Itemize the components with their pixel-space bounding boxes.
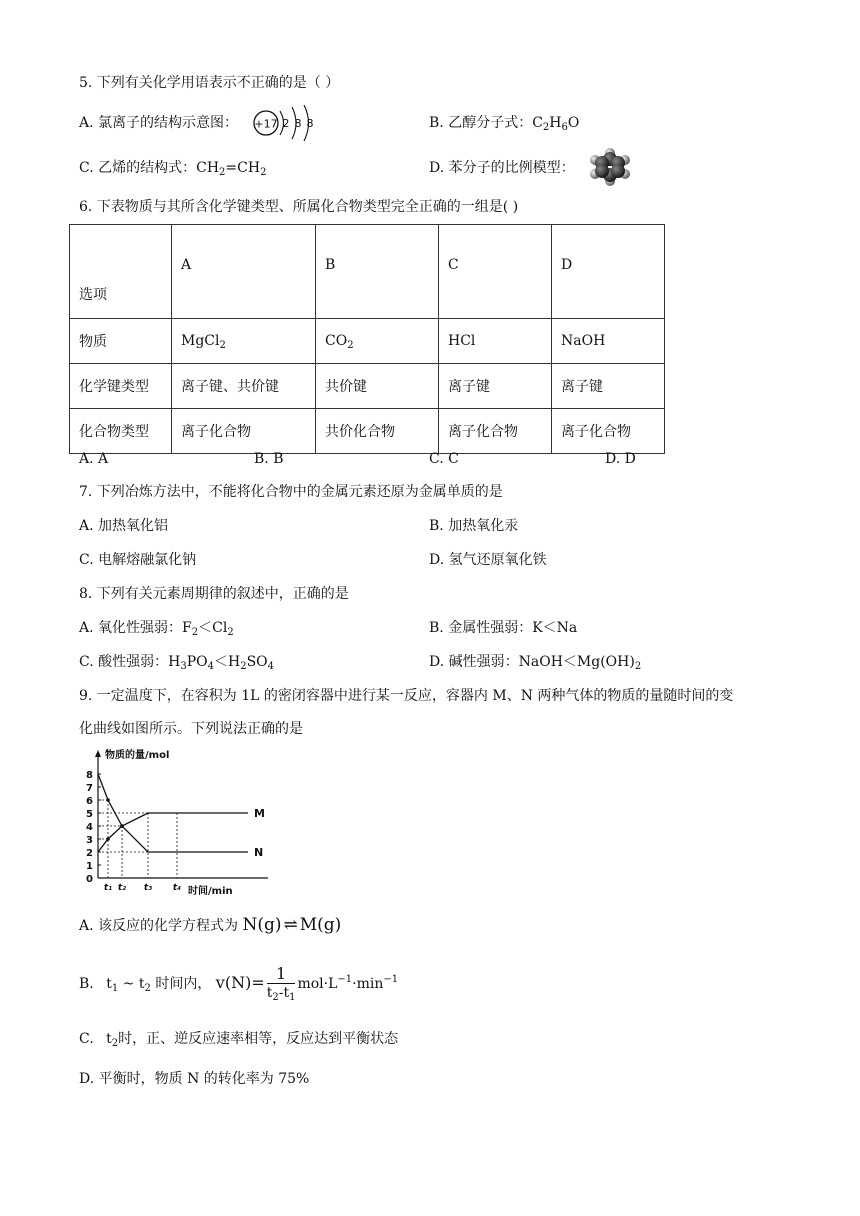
data-point: [106, 798, 110, 802]
q8-option-d: [429, 653, 641, 671]
y-tick-label: 2: [86, 848, 93, 859]
den-t2-sub: 2: [272, 992, 279, 1003]
y-axis-label: 物质的量/mol: [105, 750, 170, 761]
table-header-cell: [316, 225, 439, 319]
q8-option-a: [79, 619, 234, 637]
equilibrium-arrow-icon: ⇌: [283, 915, 298, 935]
table-cell: HCl: [439, 319, 552, 364]
header-a: A: [181, 257, 192, 273]
q6-option-d: D. D: [605, 451, 636, 467]
table-row: [70, 409, 665, 454]
q9-c-time: [106, 1031, 118, 1047]
q5-c-sub: 2: [260, 167, 267, 178]
amount-vs-time-chart: [78, 748, 278, 896]
table-cell: 化合物类型: [70, 409, 172, 454]
table-row: [70, 364, 665, 409]
table-header-cell: 选项: [70, 225, 172, 319]
y-tick-label: 1: [86, 861, 93, 872]
q8-c-text: C. 酸性强弱：H: [79, 654, 181, 670]
q5-b-text: B. 乙醇分子式：C: [429, 115, 543, 131]
q8-stem: 8. 下列有关元素周期律的叙述中，正确的是: [79, 586, 349, 602]
units: ·min: [352, 976, 384, 992]
q8-option-c: [79, 653, 274, 671]
q8-c-text: ＜H: [213, 654, 241, 670]
x-tick-label: t₁: [103, 883, 113, 893]
q8-d-sub: 2: [634, 661, 642, 672]
q6-option-a: A. A: [79, 451, 109, 467]
formula-sub: 2: [219, 340, 226, 351]
table-header-cell: [552, 225, 665, 319]
data-point: [120, 824, 124, 828]
series-line-M: [98, 813, 248, 852]
q7-option-b: B. 加热氧化汞: [429, 518, 519, 534]
x-tick-label: t₂: [117, 883, 127, 893]
shell-3-electrons: 8: [306, 117, 314, 130]
table-cell: 离子键: [552, 364, 665, 409]
t-sub: 2: [111, 1038, 119, 1049]
table-cell: 离子键: [439, 364, 552, 409]
data-point: [106, 837, 110, 841]
formula: CO: [325, 333, 348, 349]
table-cell: 共价化合物: [316, 409, 439, 454]
unit-exponent: −1: [337, 974, 353, 985]
den-minus-t1: -t: [278, 985, 290, 1001]
eq-left: N(g): [242, 915, 282, 935]
table-cell: 离子化合物: [439, 409, 552, 454]
benzene-space-filling-model-icon: [588, 148, 632, 186]
table-cell: 离子化合物: [552, 409, 665, 454]
q9-b-rate-expression: [215, 964, 399, 1003]
q8-c-sub: 2: [240, 661, 247, 672]
q7-option-c: C. 电解熔融氯化钠: [79, 552, 197, 568]
eq-right: M(g): [299, 915, 342, 935]
y-axis-arrow-icon: [95, 750, 101, 757]
q9-a-equation: [242, 915, 341, 935]
q9-b-text: 时间内，: [155, 976, 212, 992]
q5-d-label: D. 苯分子的比例模型：: [429, 160, 575, 176]
q8-c-text: SO: [246, 654, 268, 670]
table-header-cell: [172, 225, 316, 319]
q5-c-text: =CH: [225, 160, 261, 176]
q7-option-a: A. 加热氧化铝: [79, 518, 169, 534]
q5-option-b: [429, 114, 579, 132]
table-cell: [172, 319, 316, 364]
q8-c-sub: 3: [180, 661, 187, 672]
x-axis-label: 时间/min: [188, 886, 233, 896]
q6-option-b: B. B: [254, 451, 284, 467]
table-header-cell: [439, 225, 552, 319]
q9-b-label: B.: [79, 976, 94, 992]
t: t: [106, 1031, 112, 1047]
table-row: [70, 319, 665, 364]
q8-a-text: A. 氧化性强弱：F: [79, 620, 192, 636]
y-tick-label: 6: [86, 796, 93, 807]
q5-option-d: [429, 159, 575, 177]
fraction-numerator: 1: [267, 965, 296, 984]
table-cell: 化学键类型: [70, 364, 172, 409]
t1: t: [106, 976, 112, 992]
q8-option-b: B. 金属性强弱：K＜Na: [429, 620, 578, 636]
q9-option-b: [79, 960, 398, 1006]
table-cell: NaOH: [552, 319, 665, 364]
rate-fraction: [267, 965, 296, 1002]
formula-sub: 2: [347, 340, 354, 351]
table-header-row: [70, 225, 665, 319]
y-tick-label: 5: [86, 809, 93, 820]
rate-symbol: v(N)=: [215, 973, 265, 992]
q9-c-text: 时，正、逆反应速率相等，反应达到平衡状态: [118, 1031, 399, 1047]
nucleus-charge: +17: [254, 117, 278, 131]
q5-b-text: O: [567, 115, 580, 131]
q5-option-c: [79, 159, 266, 177]
q8-c-text: PO: [186, 654, 208, 670]
t2: t: [138, 976, 145, 992]
y-tick-label: 0: [86, 874, 93, 885]
q9-stem-line-1: 9. 一定温度下，在容积为 1L 的密闭容器中进行某一反应，容器内 M、N 两种气体的物质的量随时间的变: [79, 688, 734, 704]
table-cell: 离子化合物: [172, 409, 316, 454]
q9-c-label: C.: [79, 1031, 94, 1047]
q5-c-sub: 2: [219, 167, 226, 178]
header-b: B: [325, 257, 336, 273]
q5-b-sub: 2: [542, 122, 550, 133]
q9-option-c: [79, 1030, 398, 1048]
q5-option-a-label: A. 氯离子的结构示意图：: [79, 115, 239, 131]
tilde: ~: [118, 976, 139, 992]
table-cell: 物质: [70, 319, 172, 364]
table-cell: 离子键、共价键: [172, 364, 316, 409]
shell-1-electrons: 2: [282, 117, 290, 130]
formula: MgCl: [181, 333, 220, 349]
q8-a-text: ＜Cl: [198, 620, 228, 636]
table-cell: 共价键: [316, 364, 439, 409]
y-tick-label: 8: [86, 770, 93, 781]
q8-a-sub: 2: [227, 627, 234, 638]
q7-option-d: D. 氢气还原氧化铁: [429, 552, 547, 568]
units: mol·L: [297, 976, 338, 992]
shell-2-electrons: 8: [294, 117, 302, 130]
header-d: D: [561, 257, 573, 273]
q5-b-sub: 6: [561, 122, 568, 133]
x-tick-label: t₃: [143, 883, 153, 893]
t1-sub: 1: [111, 983, 119, 994]
q5-option-a: [79, 114, 238, 132]
series-label: M: [254, 807, 265, 820]
q9-stem-line-2: 化曲线如图所示。下列说法正确的是: [79, 721, 303, 737]
q5-c-text: C. 乙烯的结构式：CH: [79, 160, 220, 176]
fraction-denominator: [267, 984, 296, 1002]
q9-option-a: [79, 916, 341, 935]
q5-stem: 5. 下列有关化学用语表示不正确的是（ ）: [79, 75, 340, 91]
q9-a-text: A. 该反应的化学方程式为: [79, 918, 239, 934]
q5-b-text: H: [549, 115, 562, 131]
table-cell: [316, 319, 439, 364]
q6-stem: 6. 下表物质与其所含化学键类型、所属化合物类型完全正确的一组是( ): [79, 199, 519, 215]
q8-d-text: D. 碱性强弱：NaOH＜Mg(OH): [429, 654, 635, 670]
q6-option-c: C. C: [429, 451, 459, 467]
q9-option-d: D. 平衡时，物质 N 的转化率为 75%: [79, 1071, 310, 1087]
q7-stem: 7. 下列冶炼方法中，不能将化合物中的金属元素还原为金属单质的是: [79, 484, 503, 500]
q8-c-sub: 4: [207, 661, 214, 672]
t2-sub: 2: [144, 983, 151, 994]
unit-exponent: −1: [383, 974, 399, 985]
q6-table: [69, 224, 665, 454]
chloride-ion-structure-diagram: [252, 103, 322, 143]
q8-c-sub: 4: [267, 661, 275, 672]
series-label: N: [254, 846, 264, 859]
y-tick-label: 7: [86, 783, 93, 794]
y-tick-label: 4: [86, 822, 93, 833]
q9-b-range: [106, 976, 155, 992]
den-t2: t: [266, 985, 273, 1001]
den-t1-sub: 1: [289, 992, 296, 1003]
x-tick-label: t₄: [172, 883, 182, 893]
q8-a-sub: 2: [191, 627, 199, 638]
y-tick-label: 3: [86, 835, 93, 846]
header-c: C: [448, 257, 459, 273]
